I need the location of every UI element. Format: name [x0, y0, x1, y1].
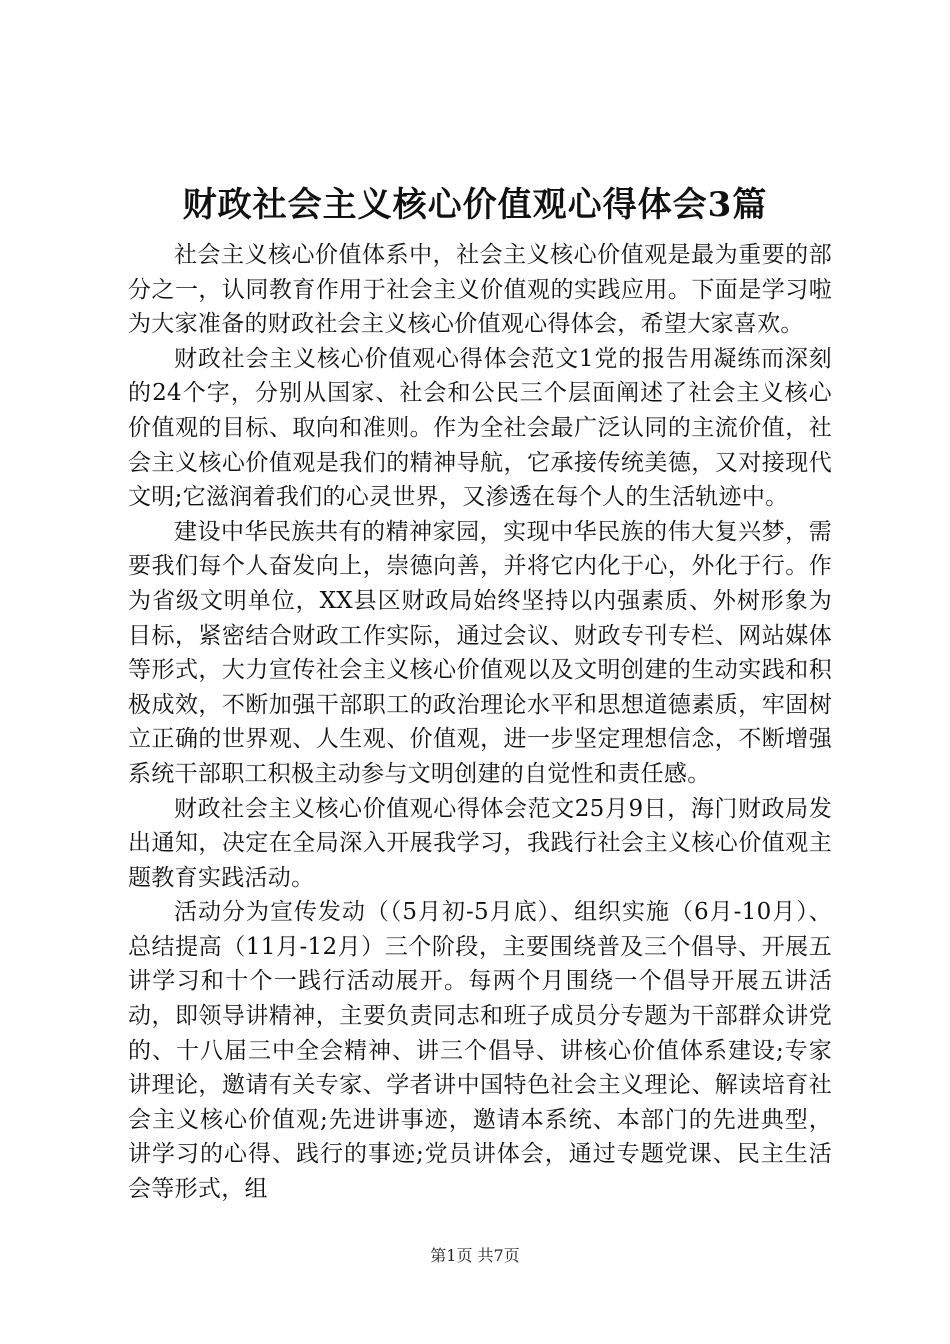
- paragraph-intro: 社会主义核心价值体系中，社会主义核心价值观是最为重要的部分之一，认同教育作用于社会主义价值观的实践应用。下面是学习啦为大家准备的财政社会主义核心价值观心得体会，希望大家喜欢。: [128, 242, 832, 338]
- paragraph-sample-1: 财政社会主义核心价值观心得体会范文1党的报告用凝练而深刻的24个字，分别从国家、社会和公民三个层面阐述了社会主义核心价值观的目标、取向和准则。作为全社会最广泛认同的主流价值，社会主义核心价值观是我们的精神导航，它承接传统美德，又对接现代文明;它滋润着我们的心灵世界，又渗透在每个人的生活轨迹中。: [128, 345, 832, 511]
- paragraph-activities: 活动分为宣传发动（（5月初-5月底）、组织实施（6月-10月）、总结提高（11月-12月）三个阶段，主要围绕普及三个倡导、开展五讲学习和十个一践行活动展开。每两个月围绕一个倡导开展五讲活动，即领导讲精神，主要负责同志和班子成员分专题为干部群众讲党的、十八届三中全会精神、讲三个倡导、讲核心价值体系建设;专家讲理论，邀请有关专家、学者讲中国特色社会主义理论、解读培育社会主义核心价值观;先进讲事迹，邀请本系统、本部门的先进典型，讲学习的心得、践行的事迹;党员讲体会，通过专题党课、民主生活会等形式，组: [128, 899, 832, 1203]
- document-body: [128, 238, 832, 1207]
- paragraph-spiritual-home: 建设中华民族共有的精神家园，实现中华民族的伟大复兴梦，需要我们每个人奋发向上，崇德向善，并将它内化于心，外化于行。作为省级文明单位，XX县区财政局始终坚持以内强素质、外树形象为目标，紧密结合财政工作实际，通过会议、财政专刊专栏、网站媒体等形式，大力宣传社会主义核心价值观以及文明创建的生动实践和积极成效，不断加强干部职工的政治理论水平和思想道德素质，牢固树立正确的世界观、人生观、价值观，进一步坚定理想信念，不断增强系统干部职工积极主动参与文明创建的自觉性和责任感。: [128, 518, 832, 787]
- page-footer: 第1页 共7页: [430, 1246, 520, 1265]
- document-title: 财政社会主义核心价值观心得体会3篇: [182, 185, 768, 225]
- paragraph-sample-2: 财政社会主义核心价值观心得体会范文25月9日，海门财政局发出通知，决定在全局深入开展我学习，我践行社会主义核心价值观主题教育实践活动。: [128, 795, 832, 891]
